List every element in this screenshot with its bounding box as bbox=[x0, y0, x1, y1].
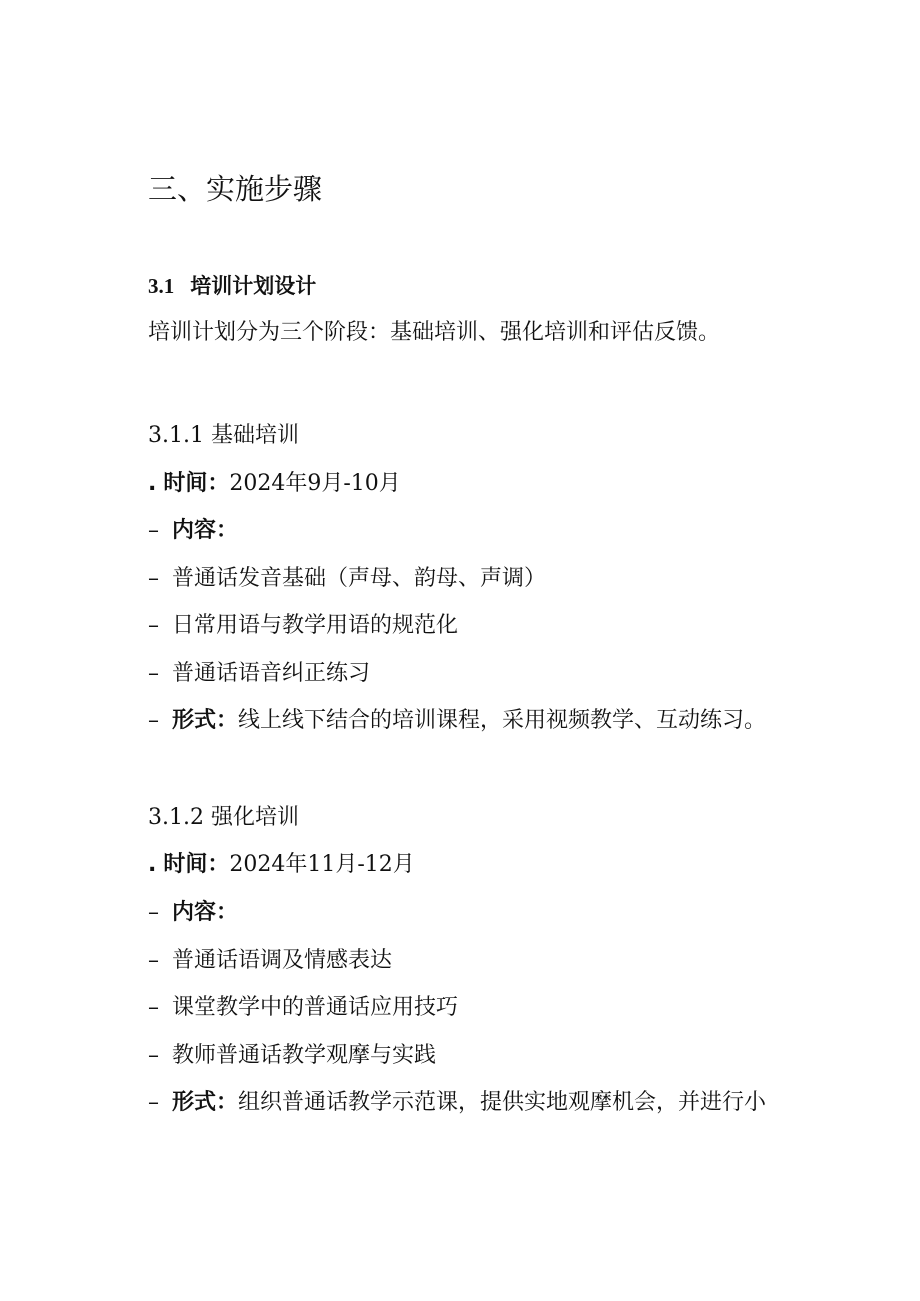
dash-bullet: – bbox=[148, 1090, 159, 1115]
phase2-heading: 3.1.2 强化培训 bbox=[148, 805, 299, 830]
dash-bullet: – bbox=[148, 1043, 159, 1068]
phase1-time-value: 2024年9月-10月 bbox=[229, 471, 401, 496]
phase1-form-label: 形式： bbox=[172, 708, 239, 733]
dash-bullet: – bbox=[148, 900, 159, 925]
phase1-content-heading bbox=[148, 516, 238, 546]
subsection-number: 3.1 bbox=[148, 274, 175, 298]
list-item bbox=[148, 946, 392, 976]
dash-bullet: – bbox=[148, 708, 159, 733]
phase1-heading: 3.1.1 基础培训 bbox=[148, 423, 299, 448]
list-item-text: 教师普通话教学观摩与实践 bbox=[172, 1043, 437, 1068]
list-item-text: 普通话语音纠正练习 bbox=[172, 661, 371, 686]
phase1-form-value: 线上线下结合的培训课程，采用视频教学、互动练习。 bbox=[238, 708, 767, 733]
list-item bbox=[148, 1041, 436, 1071]
phase2-time-prefix: . bbox=[148, 852, 157, 877]
dash-bullet: – bbox=[148, 948, 159, 973]
phase2-content-label: 内容： bbox=[172, 900, 239, 925]
list-item bbox=[148, 611, 458, 641]
dash-bullet: – bbox=[148, 566, 159, 591]
phase1-content-label: 内容： bbox=[172, 518, 239, 543]
phase2-content-heading bbox=[148, 898, 238, 928]
phase1-time-label: 时间： bbox=[163, 471, 230, 496]
phase2-form-value: 组织普通话教学示范课，提供实地观摩机会，并进行小 bbox=[238, 1090, 767, 1115]
dash-bullet: – bbox=[148, 995, 159, 1020]
dash-bullet: – bbox=[148, 661, 159, 686]
phase2-time-label: 时间： bbox=[163, 852, 230, 877]
phase2-time bbox=[148, 850, 415, 880]
phase1-time bbox=[148, 469, 401, 499]
list-item-text: 普通话语调及情感表达 bbox=[172, 948, 393, 973]
list-item bbox=[148, 993, 458, 1023]
dash-bullet: – bbox=[148, 613, 159, 638]
section-title: 三、实施步骤 bbox=[148, 172, 323, 206]
subsection-heading bbox=[148, 271, 316, 301]
phase1-form bbox=[148, 706, 766, 736]
subsection-intro: 培训计划分为三个阶段：基础培训、强化培训和评估反馈。 bbox=[148, 320, 721, 345]
phase1-time-prefix: . bbox=[148, 471, 157, 496]
list-item-text: 日常用语与教学用语的规范化 bbox=[172, 613, 459, 638]
subsection-title: 培训计划设计 bbox=[190, 274, 317, 298]
phase2-form bbox=[148, 1088, 766, 1118]
list-item-text: 课堂教学中的普通话应用技巧 bbox=[172, 995, 459, 1020]
list-item bbox=[148, 659, 370, 689]
list-item-text: 普通话发音基础（声母、韵母、声调） bbox=[172, 566, 547, 591]
phase2-time-value: 2024年11月-12月 bbox=[229, 852, 415, 877]
list-item bbox=[148, 564, 546, 594]
dash-bullet: – bbox=[148, 518, 159, 543]
phase2-form-label: 形式： bbox=[172, 1090, 239, 1115]
